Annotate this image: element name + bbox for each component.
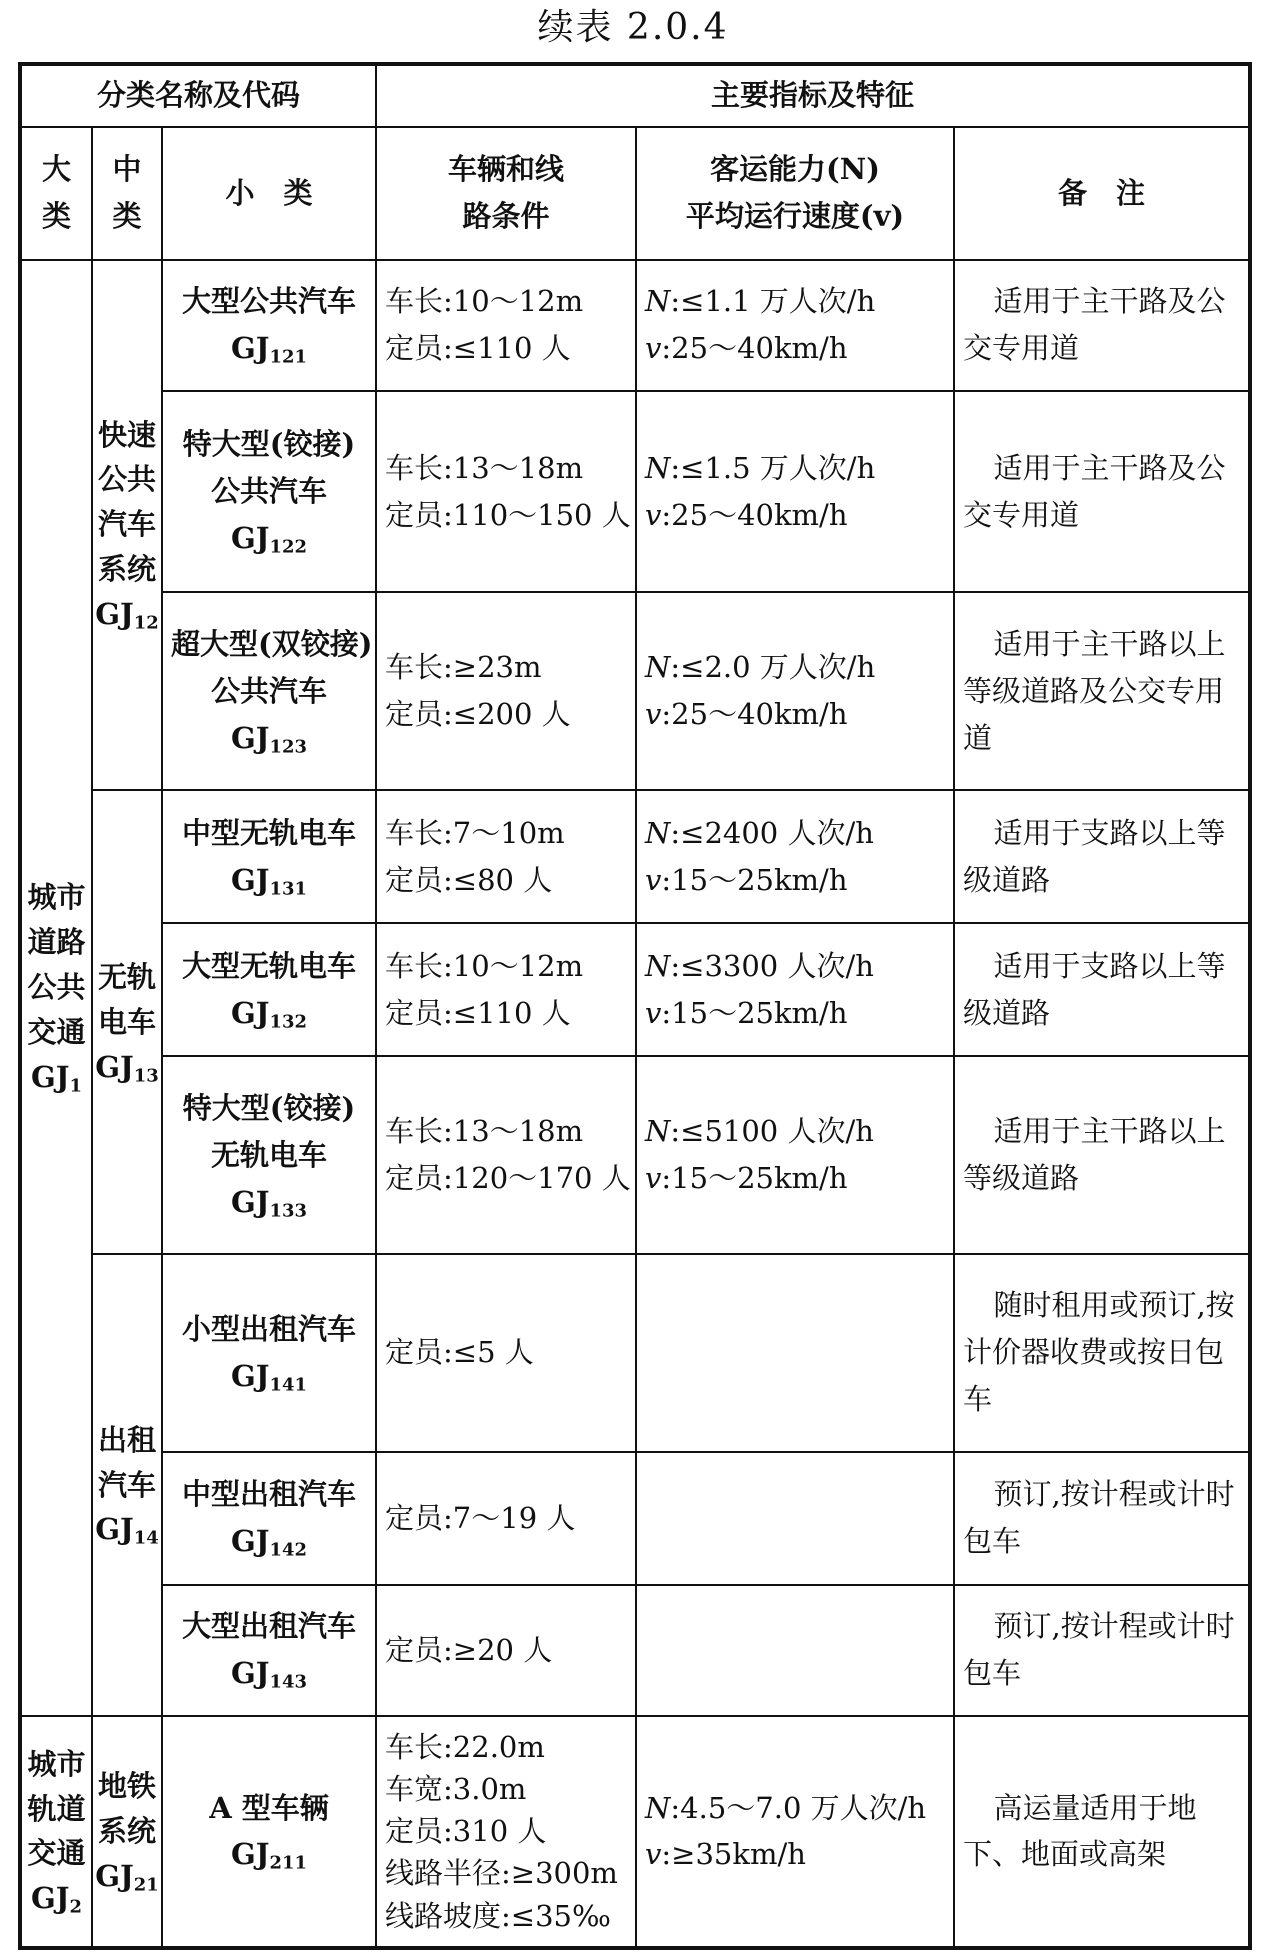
table-row — [20, 1056, 1250, 1254]
note-cell: 适用于支路以上等级道路 — [954, 923, 1250, 1056]
vehicle-cell: 车长:13～18m 定员:120～170 人 — [376, 1056, 636, 1254]
vehicle-cell: 车长:10～12m 定员:≤110 人 — [376, 260, 636, 391]
table-row — [20, 790, 1250, 923]
vehicle-cell: 定员:≥20 人 — [376, 1585, 636, 1716]
table-title: 续表 2.0.4 — [537, 7, 729, 48]
major-class-code: $GJ_2$ — [30, 1881, 82, 1918]
middle-class-code: $GJ_{13}$ — [95, 1049, 159, 1087]
minor-class-code: $GJ_{123}$ — [231, 720, 308, 758]
header-row-2 — [20, 127, 1250, 260]
table-row — [20, 391, 1250, 593]
capacity-cell — [636, 1585, 954, 1716]
vehicle-cell: 定员:7～19 人 — [376, 1452, 636, 1585]
header-middle-class: 中类 — [92, 127, 162, 260]
minor-class-cell: 特大型(铰接) 公共汽车 $GJ_{122}$ — [162, 391, 376, 593]
middle-class-cell: 地铁 系统 $GJ_{21}$ — [92, 1716, 162, 1948]
middle-class-cell: 出租 汽车 $GJ_{14}$ — [92, 1254, 162, 1716]
note-cell: 适用于主干路及公交专用道 — [954, 391, 1250, 593]
header-vehicle-conditions — [376, 127, 636, 260]
minor-class-cell: A 型车辆 $GJ_{211}$ — [162, 1716, 376, 1948]
note-cell: 随时租用或预订,按计价器收费或按日包车 — [954, 1254, 1250, 1452]
minor-class-code: $GJ_{141}$ — [231, 1358, 308, 1396]
minor-class-code: $GJ_{132}$ — [231, 995, 308, 1033]
capacity-cell — [636, 1254, 954, 1452]
table-row — [20, 923, 1250, 1056]
major-class-code: $GJ_1$ — [30, 1060, 82, 1097]
middle-class-code: $GJ_{14}$ — [95, 1512, 159, 1549]
capacity-cell: N:≤2.0 万人次/h v:25～40km/h — [636, 592, 954, 790]
capacity-cell: N:≤5100 人次/h v:15～25km/h — [636, 1056, 954, 1254]
minor-class-code: $GJ_{142}$ — [231, 1524, 308, 1561]
note-cell: 高运量适用于地下、地面或高架 — [954, 1716, 1250, 1948]
minor-class-code: $GJ_{133}$ — [231, 1184, 308, 1222]
vehicle-cell: 车长:10～12m 定员:≤110 人 — [376, 923, 636, 1056]
table-row — [20, 260, 1250, 391]
capacity-cell: N:≤1.1 万人次/h v:25～40km/h — [636, 260, 954, 391]
vehicle-cell: 定员:≤5 人 — [376, 1254, 636, 1452]
capacity-cell: N:≤3300 人次/h v:15～25km/h — [636, 923, 954, 1056]
minor-class-cell: 小型出租汽车 $GJ_{141}$ — [162, 1254, 376, 1452]
table-row — [20, 592, 1250, 790]
minor-class-cell: 特大型(铰接) 无轨电车 $GJ_{133}$ — [162, 1056, 376, 1254]
header-notes: 备 注 — [954, 127, 1250, 260]
header-vehicle-line: 车辆和线 — [448, 152, 565, 187]
capacity-cell: N:≤2400 人次/h v:15～25km/h — [636, 790, 954, 923]
note-cell: 适用于主干路以上等级道路 — [954, 1056, 1250, 1254]
table-row — [20, 1452, 1250, 1585]
table-row — [20, 1585, 1250, 1716]
capacity-cell: N:≤1.5 万人次/h v:25～40km/h — [636, 391, 954, 593]
header-capacity-speed — [636, 127, 954, 260]
header-capacity-line: 客运能力(N) — [710, 152, 880, 187]
minor-class-cell: 中型无轨电车 $GJ_{131}$ — [162, 790, 376, 923]
header-main-indicators: 主要指标及特征 — [376, 64, 1250, 127]
classification-table — [18, 62, 1252, 1950]
header-major-class: 大类 — [20, 127, 92, 260]
minor-class-cell: 中型出租汽车 $GJ_{142}$ — [162, 1452, 376, 1585]
note-cell: 适用于主干路以上等级道路及公交专用道 — [954, 592, 1250, 790]
header-category-name: 分类名称及代码 — [20, 64, 376, 127]
minor-class-code: $GJ_{121}$ — [231, 331, 308, 368]
header-minor-class: 小 类 — [162, 127, 376, 260]
note-cell: 预订,按计程或计时包车 — [954, 1585, 1250, 1716]
major-class-cell: 城市 道路 公共 交通 $GJ_1$ — [20, 260, 92, 1716]
middle-class-cell: 快速 公共 汽车 系统 $GJ_{12}$ — [92, 260, 162, 790]
note-cell: 预订,按计程或计时包车 — [954, 1452, 1250, 1585]
middle-class-code: $GJ_{12}$ — [95, 597, 159, 634]
table-row — [20, 1254, 1250, 1452]
middle-class-cell: 无轨 电车 $GJ_{13}$ — [92, 790, 162, 1254]
vehicle-cell: 车长:13～18m 定员:110～150 人 — [376, 391, 636, 593]
note-cell: 适用于主干路及公交专用道 — [954, 260, 1250, 391]
minor-class-code: $GJ_{131}$ — [231, 862, 308, 900]
minor-class-cell: 大型公共汽车 $GJ_{121}$ — [162, 260, 376, 391]
capacity-cell — [636, 1452, 954, 1585]
major-class-cell: 城市 轨道 交通 $GJ_2$ — [20, 1716, 92, 1948]
vehicle-cell: 车长:22.0m 车宽:3.0m 定员:310 人 线路半径:≥300m 线路坡度:≤35‰ — [376, 1716, 636, 1948]
capacity-cell: N:4.5～7.0 万人次/h v:≥35km/h — [636, 1716, 954, 1948]
minor-class-cell: 大型无轨电车 $GJ_{132}$ — [162, 923, 376, 1056]
header-row-1 — [20, 64, 1250, 127]
header-vehicle-line: 路条件 — [462, 199, 550, 234]
minor-class-code: $GJ_{122}$ — [231, 521, 308, 558]
minor-class-cell: 大型出租汽车 $GJ_{143}$ — [162, 1585, 376, 1716]
vehicle-cell: 车长:≥23m 定员:≤200 人 — [376, 592, 636, 790]
note-cell: 适用于支路以上等级道路 — [954, 790, 1250, 923]
minor-class-cell: 超大型(双铰接) 公共汽车 $GJ_{123}$ — [162, 592, 376, 790]
middle-class-code: $GJ_{21}$ — [95, 1858, 159, 1896]
minor-class-code: $GJ_{211}$ — [231, 1837, 308, 1874]
minor-class-code: $GJ_{143}$ — [231, 1656, 308, 1693]
table-row — [20, 1716, 1250, 1948]
header-capacity-line: 平均运行速度(v) — [685, 199, 905, 234]
vehicle-cell: 车长:7～10m 定员:≤80 人 — [376, 790, 636, 923]
